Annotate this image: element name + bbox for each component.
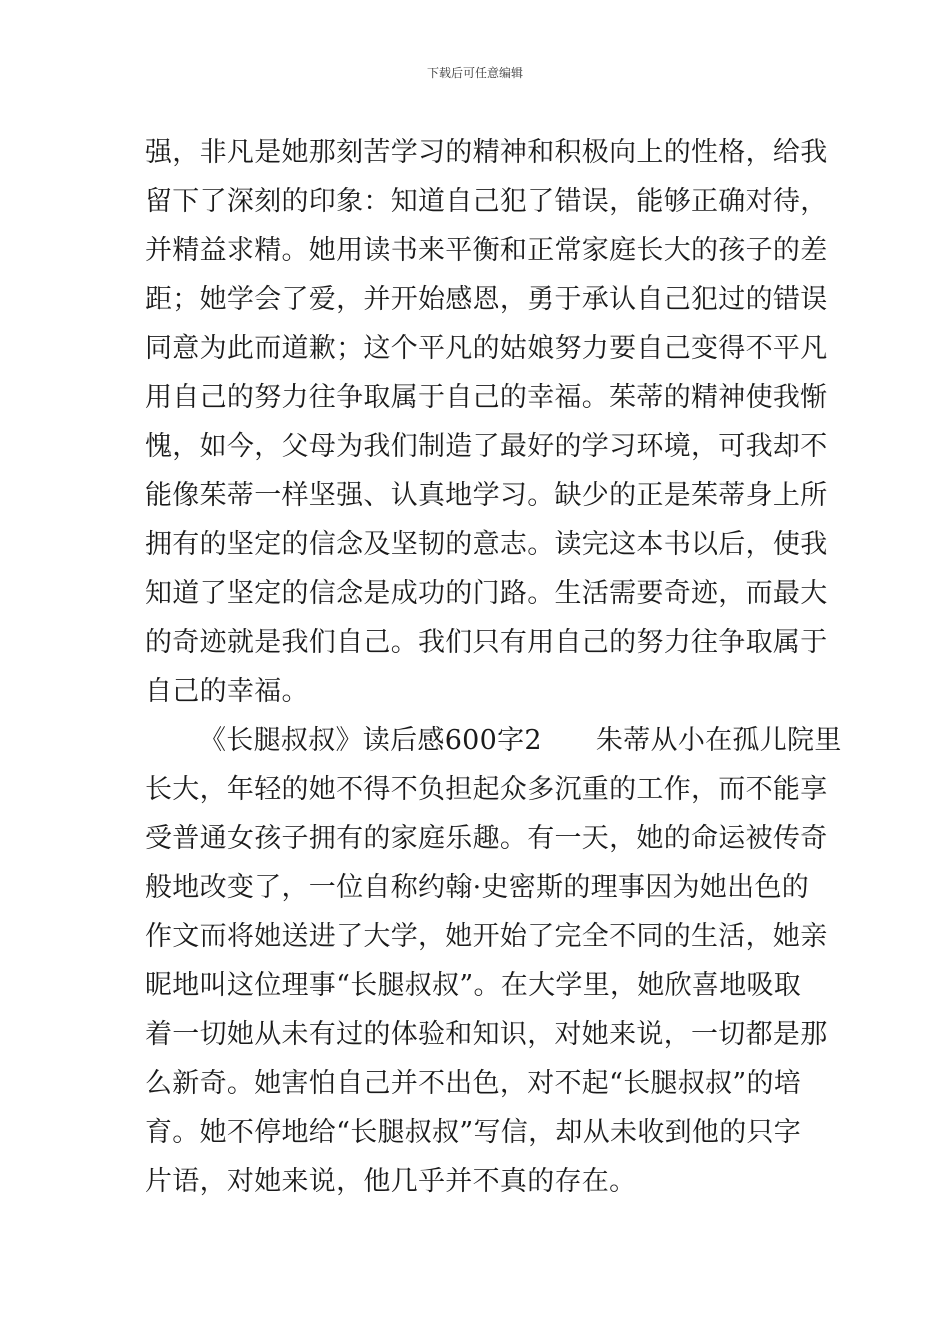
text-line: 愧，如今，父母为我们制造了最好的学习环境，可我却不 [145,431,828,462]
text-line: 自己的幸福。 [145,676,309,707]
text-line: 着一切她从未有过的体验和知识，对她来说，一切都是那 [145,1019,828,1050]
paragraph-2 [145,716,842,1206]
text-line: 留下了深刻的印象：知道自己犯了错误，能够正确对待， [145,186,828,217]
text-line: 育。她不停地给“长腿叔叔”写信，却从未收到他的只字 [145,1117,802,1148]
text-line: 强，非凡是她那刻苦学习的精神和积极向上的性格，给我 [145,137,828,168]
paragraph-1 [145,128,828,716]
text-line: 距；她学会了爱，并开始感恩，勇于承认自己犯过的错误 [145,284,828,315]
text-line: 般地改变了，一位自称约翰·史密斯的理事因为她出色的 [145,872,810,903]
page-header: 下载后可任意编辑 [426,66,523,80]
text-line: 作文而将她送进了大学，她开始了完全不同的生活，她亲 [145,921,828,952]
text-line: 片语，对她来说，他几乎并不真的存在。 [145,1166,637,1197]
text-line: 受普通女孩子拥有的家庭乐趣。有一天，她的命运被传奇 [145,823,828,854]
text-line: 并精益求精。她用读书来平衡和正常家庭长大的孩子的差 [145,235,828,266]
text-line: 能像茱蒂一样坚强、认真地学习。缺少的正是茱蒂身上所 [145,480,828,511]
text-line: 么新奇。她害怕自己并不出色，对不起“长腿叔叔”的培 [145,1068,802,1099]
paragraph-first-line [145,716,842,765]
text-line: 知道了坚定的信念是成功的门路。生活需要奇迹，而最大 [145,578,828,609]
text-line-continuation: 朱蒂从小在孤儿院里 [595,725,842,756]
text-line: 长大，年轻的她不得不负担起众多沉重的工作，而不能享 [145,774,828,805]
text-line: 拥有的坚定的信念及坚韧的意志。读完这本书以后，使我 [145,529,828,560]
document-body [145,128,842,1206]
text-line: 同意为此而道歉；这个平凡的姑娘努力要自己变得不平凡 [145,333,828,364]
text-line: 的奇迹就是我们自己。我们只有用自己的努力往争取属于 [145,627,828,658]
text-line: 用自己的努力往争取属于自己的幸福。茱蒂的精神使我惭 [145,382,828,413]
text-line: 昵地叫这位理事“长腿叔叔”。在大学里，她欣喜地吸取 [145,970,802,1001]
essay-heading: 《长腿叔叔》读后感600字2 [199,725,542,756]
